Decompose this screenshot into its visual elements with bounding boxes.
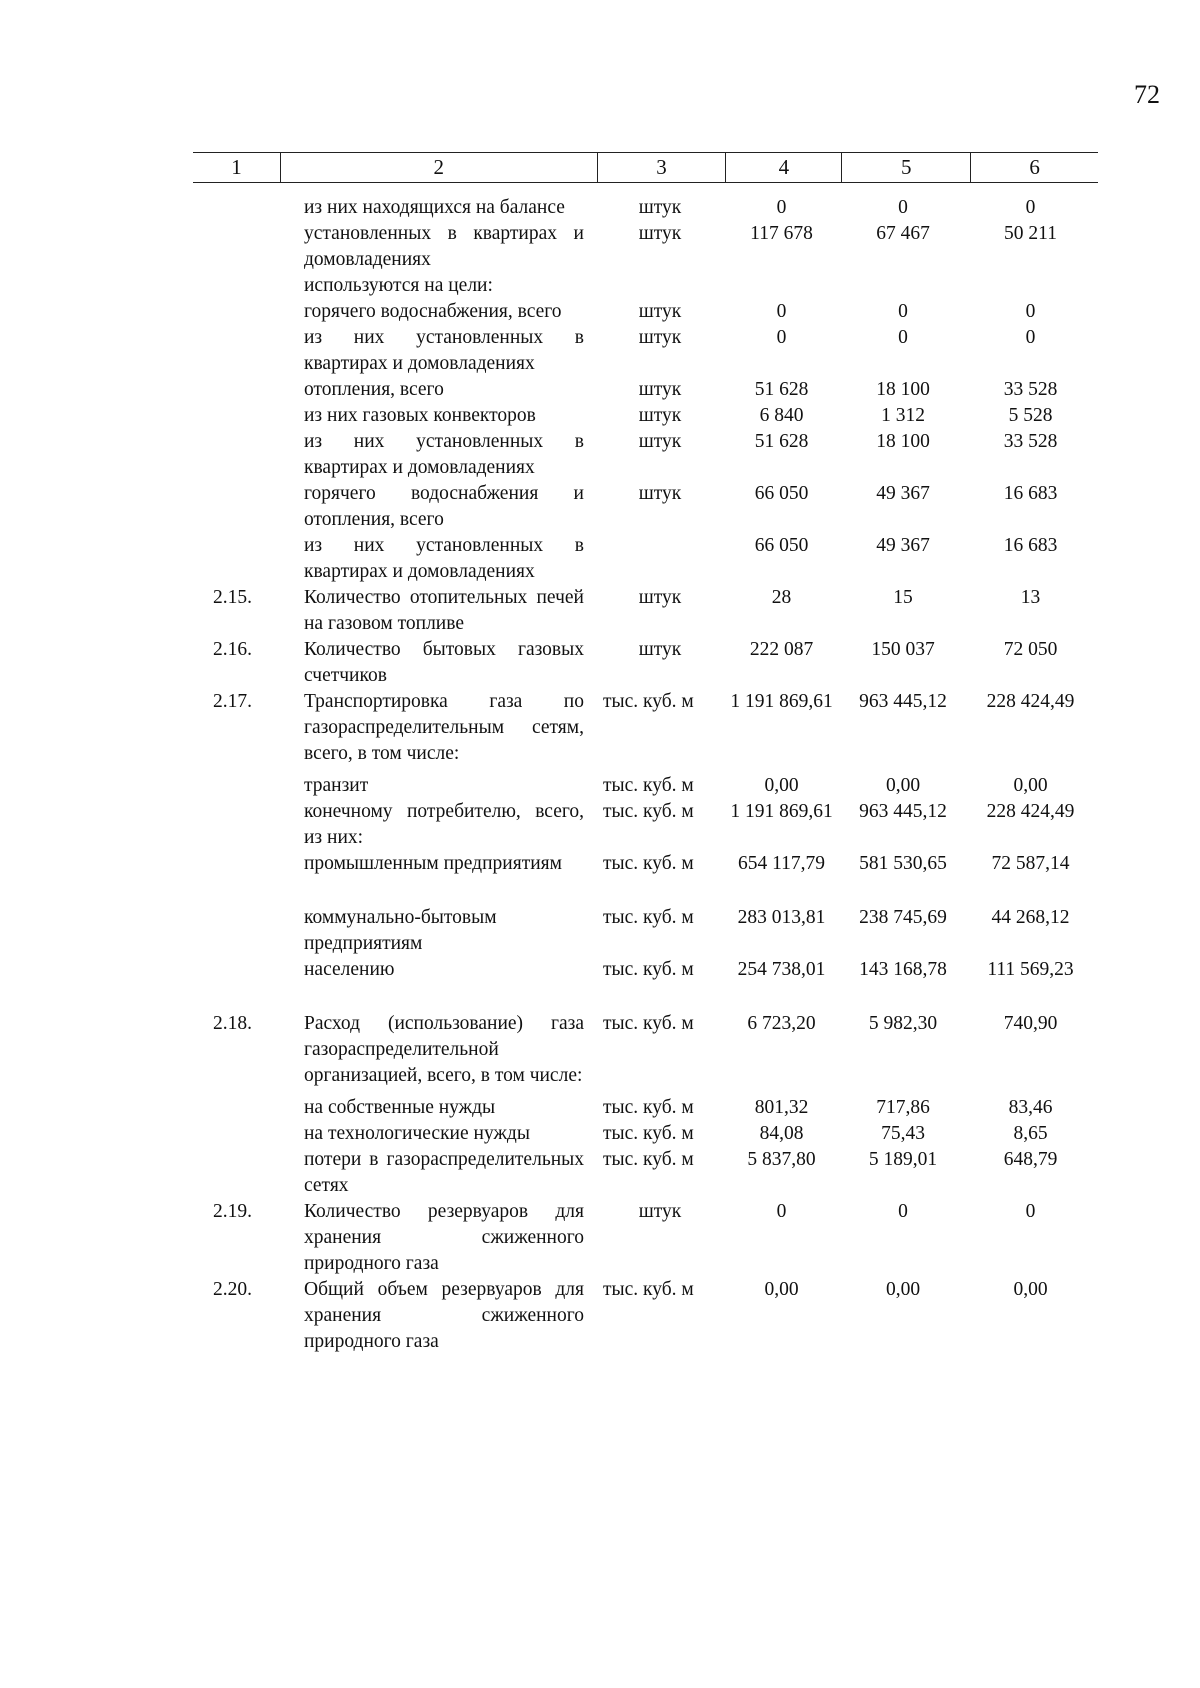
unit-cell: штук	[638, 587, 682, 608]
value-col-6: 72 587,14	[991, 853, 1070, 874]
unit-cell: штук	[638, 639, 682, 660]
unit-cell: тыс. куб. м	[603, 801, 694, 822]
value-col-4: 51 628	[754, 379, 809, 400]
indicator-name: Транспортировка газа по газораспределительным сетям, всего, в том числе:	[304, 691, 584, 764]
row-number: 2.18.	[213, 1013, 252, 1034]
table-row	[193, 221, 1098, 273]
column-header-4: 4	[725, 153, 841, 182]
value-col-4: 0	[776, 327, 787, 348]
value-col-6: 33 528	[1003, 431, 1058, 452]
value-col-6: 111 569,23	[987, 959, 1074, 980]
row-number: 2.16.	[213, 639, 252, 660]
value-col-4: 283 013,81	[737, 907, 826, 928]
value-col-4: 66 050	[754, 535, 809, 556]
unit-cell: штук	[638, 197, 682, 218]
row-number: 2.17.	[213, 691, 252, 712]
value-col-6: 0,00	[1013, 775, 1048, 796]
value-col-6: 16 683	[1003, 483, 1058, 504]
unit-cell: штук	[638, 405, 682, 426]
value-col-4: 222 087	[749, 639, 814, 660]
value-col-5: 0	[898, 327, 908, 348]
table-row	[193, 1011, 1098, 1089]
unit-cell: тыс. куб. м	[603, 775, 694, 796]
unit-cell: тыс. куб. м	[603, 959, 694, 980]
unit-cell: тыс. куб. м	[603, 1123, 694, 1144]
value-col-6: 44 268,12	[991, 907, 1070, 928]
table-row	[193, 377, 1098, 403]
table-row	[193, 299, 1098, 325]
value-col-5: 0	[898, 301, 908, 322]
value-col-5: 18 100	[876, 379, 930, 400]
value-col-4: 0	[776, 197, 787, 218]
column-header-5: 5	[841, 153, 970, 182]
unit-cell: штук	[638, 1201, 682, 1222]
value-col-4: 28	[771, 587, 792, 608]
value-col-6: 228 424,49	[986, 801, 1075, 822]
value-col-5: 150 037	[871, 639, 935, 660]
value-col-6: 0	[1025, 197, 1036, 218]
value-col-4: 84,08	[759, 1123, 804, 1144]
value-col-6: 50 211	[1004, 223, 1057, 244]
indicator-name: потери в газораспределительных сетях	[304, 1149, 584, 1196]
unit-cell: штук	[638, 379, 682, 400]
value-col-5: 0	[898, 1201, 908, 1222]
unit-cell: штук	[638, 483, 682, 504]
indicator-name: из них газовых конвекторов	[304, 405, 536, 426]
value-col-4: 0	[776, 1201, 787, 1222]
value-col-6: 0,00	[1013, 1279, 1048, 1300]
value-col-6: 33 528	[1003, 379, 1058, 400]
indicator-name: населению	[304, 959, 395, 980]
unit-cell: штук	[638, 431, 682, 452]
value-col-4: 654 117,79	[737, 853, 826, 874]
indicator-name: транзит	[304, 775, 369, 796]
indicator-name: отопления, всего	[304, 379, 444, 400]
value-col-4: 6 723,20	[747, 1013, 816, 1034]
table-row	[193, 429, 1098, 481]
value-col-6: 16 683	[1003, 535, 1058, 556]
indicator-name: горячего водоснабжения, всего	[304, 301, 562, 322]
value-col-6: 13	[1020, 587, 1041, 608]
value-col-5: 581 530,65	[859, 853, 947, 874]
unit-cell: тыс. куб. м	[603, 1279, 694, 1300]
row-number: 2.20.	[213, 1279, 252, 1300]
value-col-6: 72 050	[1003, 639, 1058, 660]
table-row	[193, 905, 1098, 957]
indicator-name: используются на цели:	[304, 275, 493, 296]
table-header-row	[193, 152, 1098, 183]
value-col-5: 0,00	[885, 1279, 921, 1300]
unit-cell: тыс. куб. м	[603, 691, 694, 712]
table-row	[193, 689, 1098, 767]
value-col-5: 238 745,69	[859, 907, 947, 928]
indicator-name: Количество резервуаров для хранения сжиженного природного газа	[304, 1201, 584, 1274]
indicator-name: установленных в квартирах и домовладениях	[304, 223, 584, 270]
value-col-4: 6 840	[759, 405, 804, 426]
value-col-5: 49 367	[876, 483, 930, 504]
unit-cell: штук	[638, 223, 682, 244]
indicator-name: конечному потребителю, всего, из них:	[304, 801, 584, 848]
column-header-6: 6	[970, 153, 1098, 182]
table-row	[193, 273, 1098, 299]
value-col-6: 0	[1025, 301, 1036, 322]
value-col-4: 51 628	[754, 431, 809, 452]
value-col-4: 0,00	[764, 775, 799, 796]
unit-cell: тыс. куб. м	[603, 853, 694, 874]
value-col-6: 740,90	[1003, 1013, 1058, 1034]
unit-cell: тыс. куб. м	[603, 907, 694, 928]
table-row	[193, 195, 1098, 221]
value-col-6: 0	[1025, 327, 1036, 348]
unit-cell: тыс. куб. м	[603, 1097, 694, 1118]
value-col-4: 254 738,01	[737, 959, 826, 980]
page-number: 72	[1134, 80, 1160, 109]
table-row	[193, 637, 1098, 689]
indicator-name: промышленным предприятиям	[304, 853, 562, 874]
value-col-6: 0	[1025, 1201, 1036, 1222]
value-col-6: 5 528	[1008, 405, 1053, 426]
column-header-2: 2	[280, 153, 597, 182]
table-row	[193, 403, 1098, 429]
table-row	[193, 773, 1098, 799]
indicator-name: коммунально-бытовым предприятиям	[304, 907, 497, 954]
data-table	[193, 152, 1098, 1355]
value-col-5: 0	[898, 197, 908, 218]
column-header-1: 1	[231, 155, 242, 179]
value-col-6: 228 424,49	[986, 691, 1075, 712]
value-col-6: 648,79	[1003, 1149, 1058, 1170]
indicator-name: Количество бытовых газовых счетчиков	[304, 639, 584, 686]
value-col-5: 963 445,12	[859, 691, 947, 712]
value-col-5: 1 312	[881, 405, 925, 426]
value-col-6: 8,65	[1013, 1123, 1048, 1144]
column-header-3: 3	[597, 153, 726, 182]
table-row	[193, 1277, 1098, 1355]
value-col-5: 143 168,78	[859, 959, 947, 980]
table-row	[193, 533, 1098, 585]
value-col-5: 0,00	[885, 775, 921, 796]
table-row	[193, 1095, 1098, 1121]
indicator-name: из них установленных в квартирах и домовладениях	[304, 327, 584, 374]
value-col-4: 117 678	[750, 223, 813, 244]
value-col-5: 15	[893, 587, 913, 608]
table-row	[193, 851, 1098, 877]
value-col-4: 1 191 869,61	[730, 691, 833, 712]
indicator-name: из них установленных в квартирах и домовладениях	[304, 431, 584, 478]
indicator-name: горячего водоснабжения и отопления, всего	[304, 483, 584, 530]
indicator-name: на технологические нужды	[304, 1123, 530, 1144]
value-col-5: 963 445,12	[859, 801, 947, 822]
table-body	[193, 195, 1098, 1355]
table-row	[193, 325, 1098, 377]
table-row	[193, 481, 1098, 533]
value-col-4: 66 050	[754, 483, 809, 504]
indicator-name: Общий объем резервуаров для хранения сжиженного природного газа	[304, 1279, 584, 1352]
table-row	[193, 799, 1098, 851]
table-row	[193, 585, 1098, 637]
unit-cell: тыс. куб. м	[603, 1149, 694, 1170]
indicator-name: Количество отопительных печей на газовом топливе	[304, 587, 584, 634]
value-col-4: 1 191 869,61	[730, 801, 833, 822]
value-col-4: 0,00	[764, 1279, 799, 1300]
unit-cell: штук	[638, 327, 682, 348]
table-row	[193, 1121, 1098, 1147]
indicator-name: из них находящихся на балансе	[304, 197, 565, 218]
indicator-name: Расход (использование) газа газораспределительной организацией, всего, в том числе:	[304, 1013, 584, 1086]
unit-cell: тыс. куб. м	[603, 1013, 694, 1034]
value-col-5: 67 467	[876, 223, 930, 244]
row-number: 2.15.	[213, 587, 252, 608]
indicator-name: из них установленных в квартирах и домовладениях	[304, 535, 584, 582]
table-row	[193, 957, 1098, 983]
value-col-5: 5 189,01	[868, 1149, 938, 1170]
value-col-4: 5 837,80	[747, 1149, 816, 1170]
value-col-5: 717,86	[876, 1097, 930, 1118]
value-col-4: 801,32	[754, 1097, 809, 1118]
table-row	[193, 1199, 1098, 1277]
value-col-4: 0	[776, 301, 787, 322]
row-number: 2.19.	[213, 1201, 252, 1222]
unit-cell: штук	[638, 301, 682, 322]
value-col-6: 83,46	[1008, 1097, 1053, 1118]
value-col-5: 5 982,30	[868, 1013, 938, 1034]
indicator-name: на собственные нужды	[304, 1097, 496, 1118]
value-col-5: 18 100	[876, 431, 930, 452]
value-col-5: 75,43	[881, 1123, 925, 1144]
table-row	[193, 1147, 1098, 1199]
value-col-5: 49 367	[876, 535, 930, 556]
